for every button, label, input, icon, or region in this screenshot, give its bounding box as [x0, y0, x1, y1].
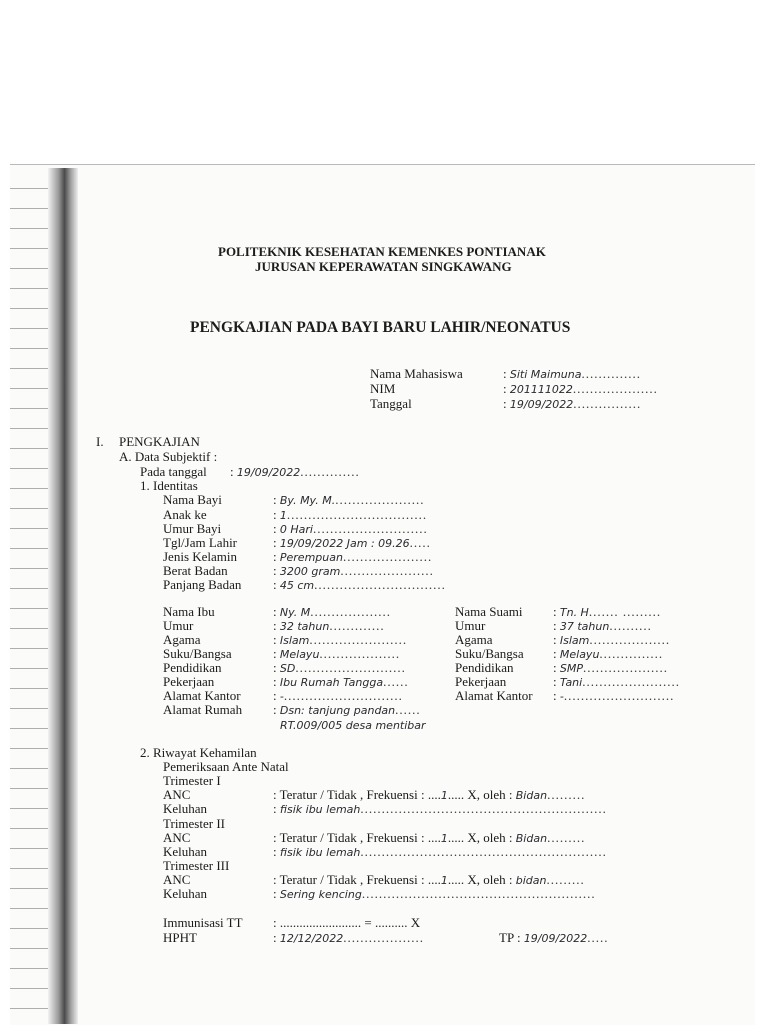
pregnancy-heading: 2. Riwayat Kehamilan — [140, 745, 257, 760]
identitas-heading: 1. Identitas — [140, 478, 198, 493]
baby-field: : 0 Hari........................... — [273, 521, 428, 536]
keluhan-field: : fisik ibu lemah.......................................................... — [273, 844, 607, 859]
department-name: JURUSAN KEPERAWATAN SINGKAWANG — [255, 259, 512, 274]
mother-label: Pendidikan — [163, 660, 222, 675]
trimester-label: Trimester I — [163, 773, 221, 788]
father-label: Suku/Bangsa — [455, 646, 524, 661]
father-field: : SMP.................... — [553, 660, 668, 675]
father-label: Pekerjaan — [455, 674, 507, 689]
mother-address-line2: RT.009/005 desa mentibar — [280, 719, 426, 732]
baby-field: : By. My. M...................... — [273, 492, 425, 507]
student-name-label: Nama Mahasiswa — [370, 366, 463, 381]
student-name-field: : Siti Maimuna.............. — [503, 366, 641, 381]
mother-label: Pekerjaan — [163, 674, 215, 689]
father-label: Pendidikan — [455, 660, 514, 675]
mother-field: : -............................ — [273, 688, 403, 703]
hpht-field: : 12/12/2022................... — [273, 930, 425, 945]
anc-field: : Teratur / Tidak , Frekuensi : ....1..... X, oleh : Bidan......... — [273, 830, 586, 845]
date-label: Tanggal — [370, 396, 412, 411]
institution-name: POLITEKNIK KESEHATAN KEMENKES PONTIANAK — [218, 244, 546, 259]
mother-label: Nama Ibu — [163, 604, 215, 619]
father-field: : Tani....................... — [553, 674, 680, 689]
trimester-label: Trimester II — [163, 816, 225, 831]
baby-label: Anak ke — [163, 507, 207, 522]
father-label: Alamat Kantor — [455, 688, 533, 703]
date-field: : 19/09/2022................ — [503, 396, 642, 411]
keluhan-field: : Sering kencing....................................................... — [273, 886, 596, 901]
trimester-label: Trimester III — [163, 858, 230, 873]
pada-tanggal-field: : 19/09/2022.............. — [230, 464, 360, 479]
baby-label: Panjang Badan — [163, 577, 242, 592]
father-label: Agama — [455, 632, 493, 647]
anc-label: ANC — [163, 872, 191, 887]
immunisasi-label: Immunisasi TT — [163, 915, 243, 930]
baby-label: Umur Bayi — [163, 521, 222, 536]
keluhan-label: Keluhan — [163, 886, 208, 901]
keluhan-label: Keluhan — [163, 844, 208, 859]
father-field: : Melayu............... — [553, 646, 664, 661]
mother-field: : Melayu................... — [273, 646, 401, 661]
nim-label: NIM — [370, 381, 396, 396]
mother-field: : Dsn: tanjung pandan...... — [273, 702, 421, 717]
mother-label: Agama — [163, 632, 201, 647]
baby-field: : 19/09/2022 Jam : 09.26..... — [273, 535, 431, 550]
baby-field: : 45 cm............................... — [273, 577, 446, 592]
section-title: PENGKAJIAN — [119, 434, 200, 449]
mother-field: : Ibu Rumah Tangga...... — [273, 674, 409, 689]
anc-field: : Teratur / Tidak , Frekuensi : ....1..... X, oleh : bidan......... — [273, 872, 585, 887]
baby-label: Nama Bayi — [163, 492, 222, 507]
mother-label: Suku/Bangsa — [163, 646, 232, 661]
mother-field: : Islam....................... — [273, 632, 408, 647]
pada-tanggal-label: Pada tanggal — [140, 464, 207, 479]
anc-label: ANC — [163, 787, 191, 802]
father-field: : Islam................... — [553, 632, 671, 647]
tp-field: TP : 19/09/2022..... — [499, 930, 609, 945]
hpht-label: HPHT — [163, 930, 197, 945]
binding-shadow — [48, 168, 78, 1024]
baby-label: Tgl/Jam Lahir — [163, 535, 238, 550]
mother-label: Alamat Kantor — [163, 688, 241, 703]
father-field: : Tn. H....... ......... — [553, 604, 662, 619]
mother-field: : SD.......................... — [273, 660, 406, 675]
father-field: : 37 tahun.......... — [553, 618, 652, 633]
antenatal-heading: Pemeriksaan Ante Natal — [163, 759, 289, 774]
father-label: Umur — [455, 618, 486, 633]
baby-field: : 3200 gram...................... — [273, 563, 434, 578]
baby-label: Jenis Kelamin — [163, 549, 238, 564]
nim-field: : 201111022.................... — [503, 381, 658, 396]
immunisasi-field: : ......................... = .......... X — [273, 915, 421, 930]
mother-label: Alamat Rumah — [163, 702, 243, 717]
anc-label: ANC — [163, 830, 191, 845]
data-subjektif-heading: A. Data Subjektif : — [119, 449, 218, 464]
baby-field: : Perempuan..................... — [273, 549, 433, 564]
baby-field: : 1................................. — [273, 507, 428, 522]
father-field: : -.......................... — [553, 688, 675, 703]
section-number: I. — [96, 434, 104, 449]
baby-label: Berat Badan — [163, 563, 228, 578]
keluhan-field: : fisik ibu lemah.......................................................... — [273, 801, 607, 816]
father-label: Nama Suami — [455, 604, 523, 619]
form-title: PENGKAJIAN PADA BAYI BARU LAHIR/NEONATUS — [190, 319, 571, 336]
mother-label: Umur — [163, 618, 194, 633]
keluhan-label: Keluhan — [163, 801, 208, 816]
mother-field: : Ny. M................... — [273, 604, 391, 619]
anc-field: : Teratur / Tidak , Frekuensi : ....1..... X, oleh : Bidan......... — [273, 787, 586, 802]
mother-field: : 32 tahun............. — [273, 618, 385, 633]
